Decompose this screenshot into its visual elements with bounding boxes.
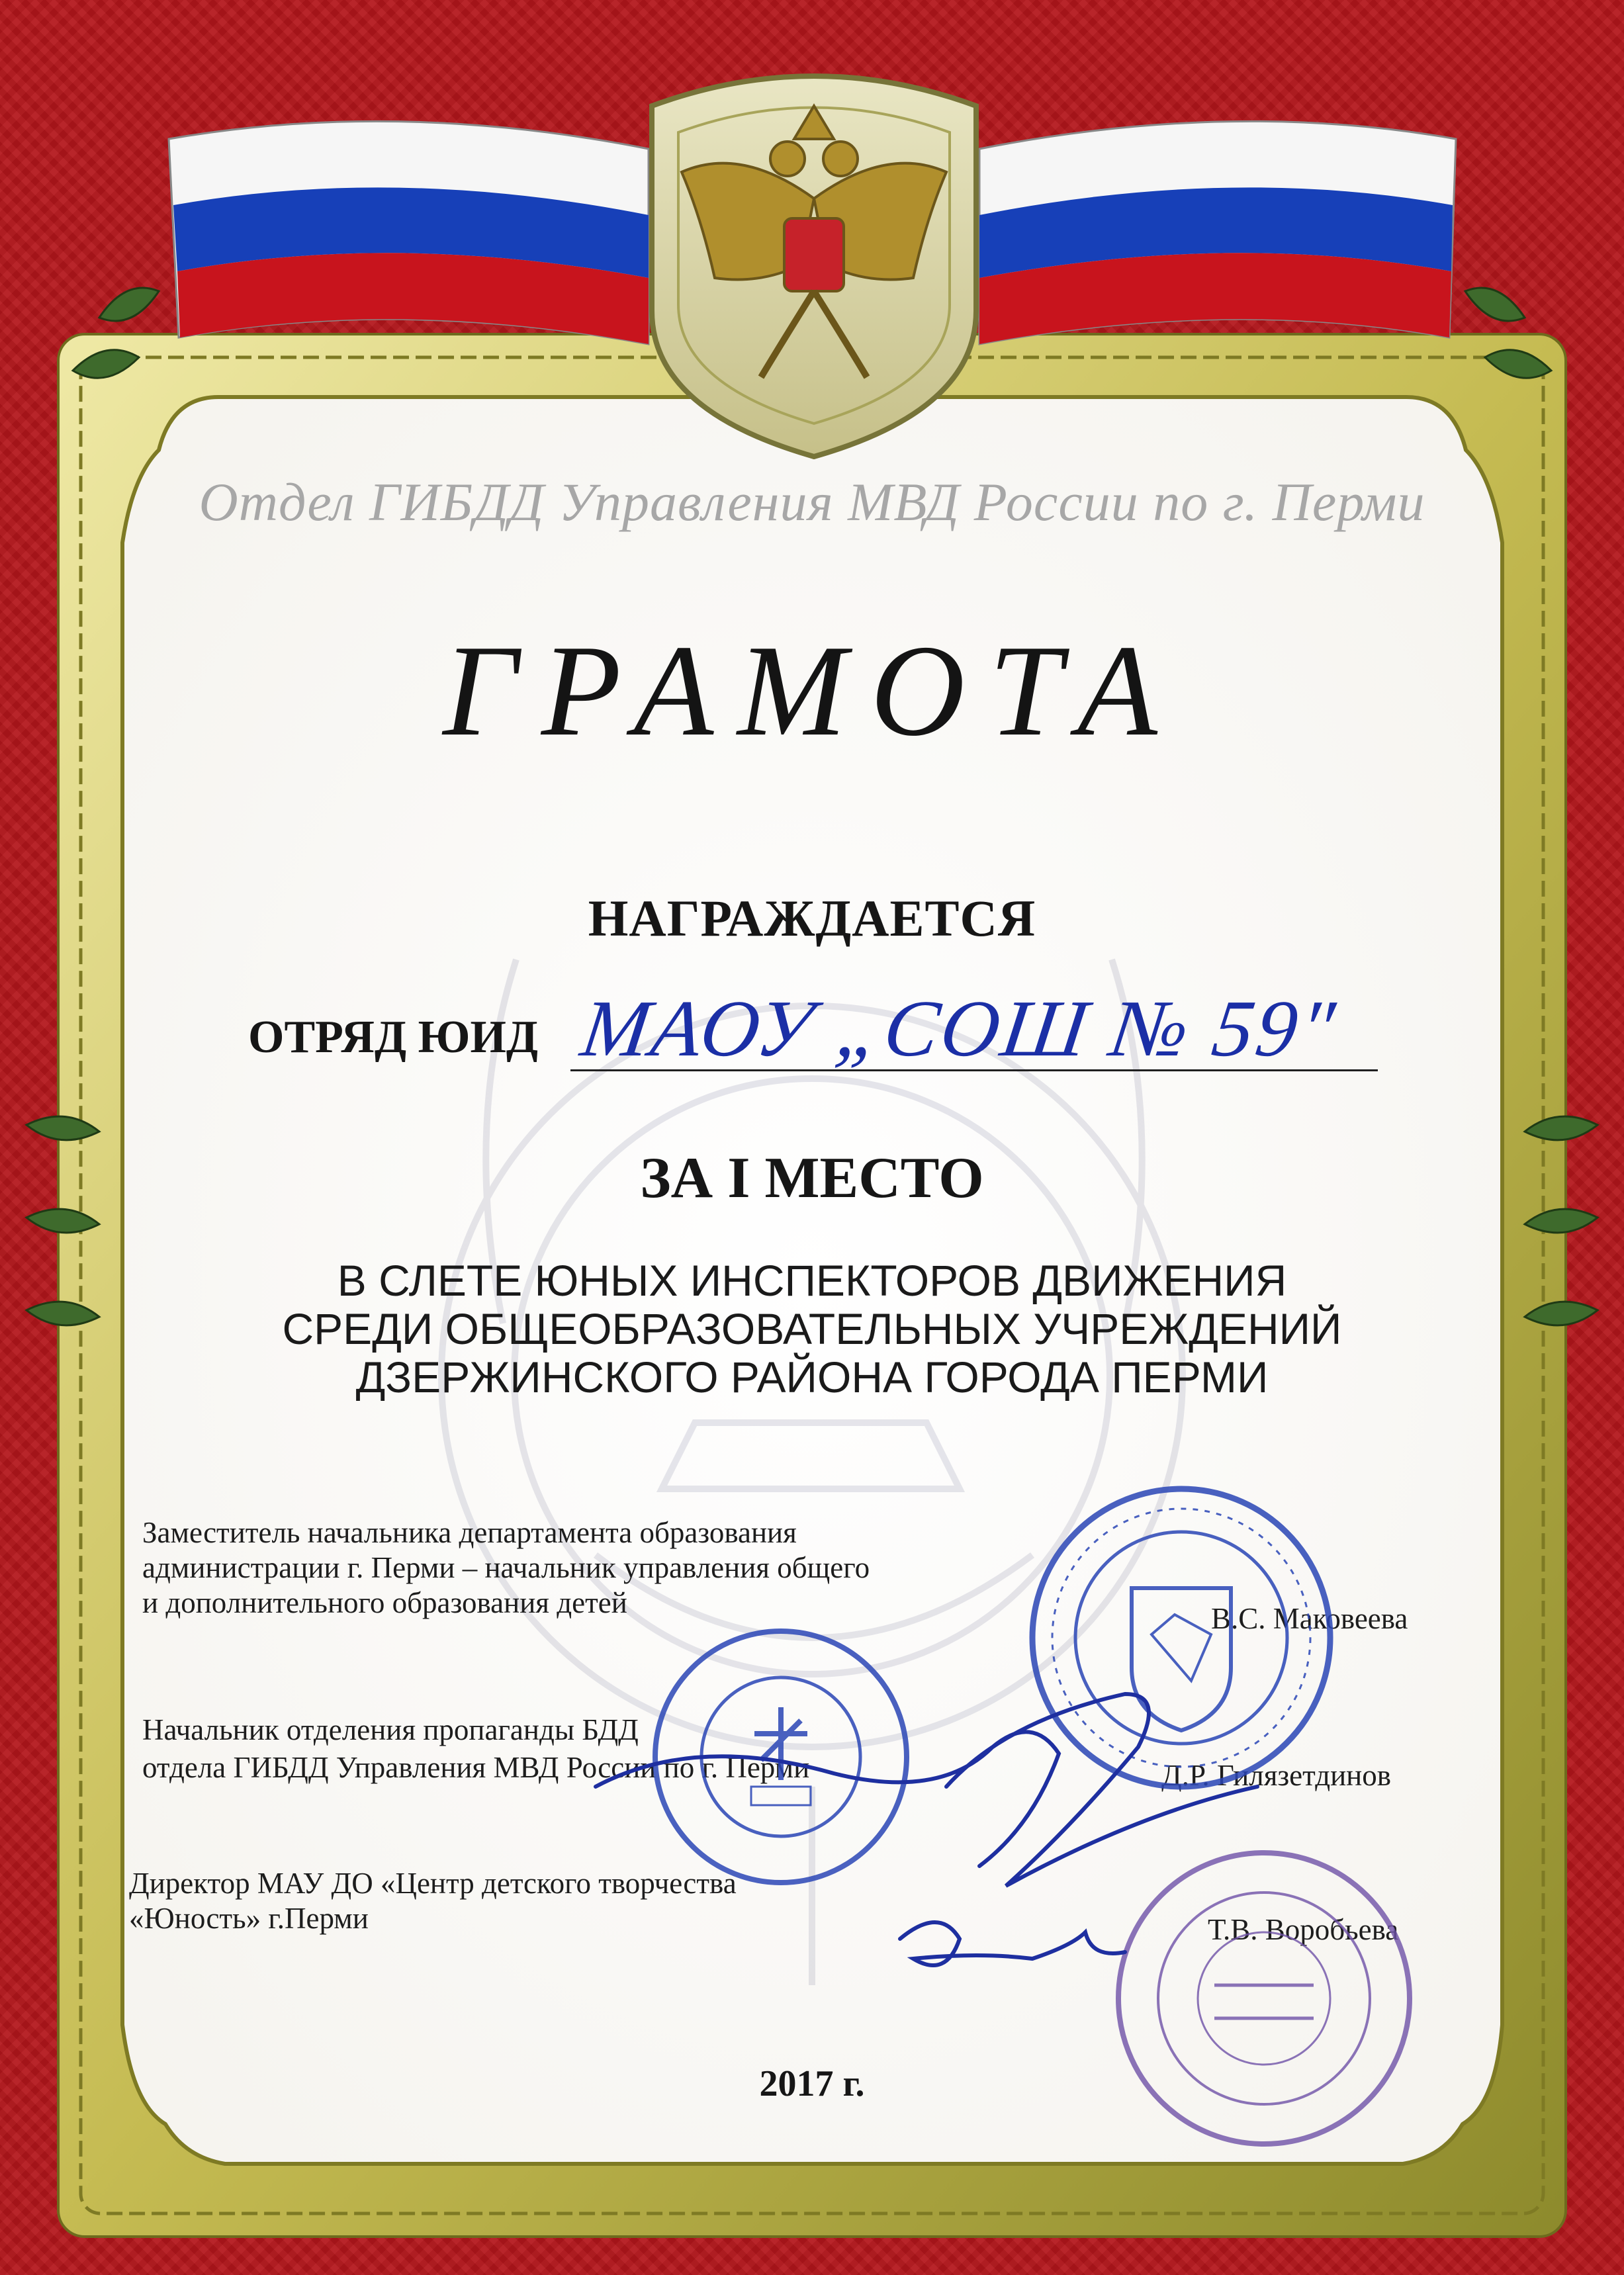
- place-award: ЗА I МЕСТО: [640, 1146, 984, 1210]
- certificate-title: ГРАМОТА: [443, 618, 1181, 763]
- signatory-title-line: отдела ГИБДД Управления МВД России по г. Перми: [142, 1751, 810, 1784]
- signatory-title-line: Директор МАУ ДО «Центр детского творчества: [129, 1867, 737, 1900]
- signatory-title-line: «Юность» г.Перми: [129, 1902, 369, 1935]
- event-description-line: СРЕДИ ОБЩЕОБРАЗОВАТЕЛЬНЫХ УЧРЕЖДЕНИЙ: [282, 1304, 1342, 1353]
- signatory-title-line: администрации г. Перми – начальник управления общего: [142, 1551, 870, 1584]
- awarded-label: НАГРАЖДАЕТСЯ: [588, 889, 1036, 947]
- signatory-name: Т.В. Воробьева: [1208, 1913, 1399, 1946]
- event-description-line: ДЗЕРЖИНСКОГО РАЙОНА ГОРОДА ПЕРМИ: [355, 1353, 1269, 1402]
- signatory-title-line: Заместитель начальника департамента образования: [142, 1516, 797, 1549]
- recipient-handwritten-name: МАОУ „СОШ № 59": [576, 984, 1343, 1073]
- issue-year: 2017 г.: [759, 2063, 865, 2104]
- signatory-name: В.С. Маковеева: [1211, 1602, 1408, 1635]
- signatory-title-line: и дополнительного образования детей: [142, 1586, 627, 1619]
- coat-of-arms: [652, 76, 976, 457]
- signatory-title-line: Начальник отделения пропаганды БДД: [142, 1713, 639, 1746]
- signatory-name: Д.Р. Гилязетдинов: [1161, 1759, 1392, 1792]
- department-name: Отдел ГИБДД Управления МВД России по г. Перми: [199, 472, 1425, 532]
- recipient-label: ОТРЯД ЮИД: [248, 1012, 539, 1063]
- event-description-line: В СЛЕТЕ ЮНЫХ ИНСПЕКТОРОВ ДВИЖЕНИЯ: [337, 1256, 1287, 1305]
